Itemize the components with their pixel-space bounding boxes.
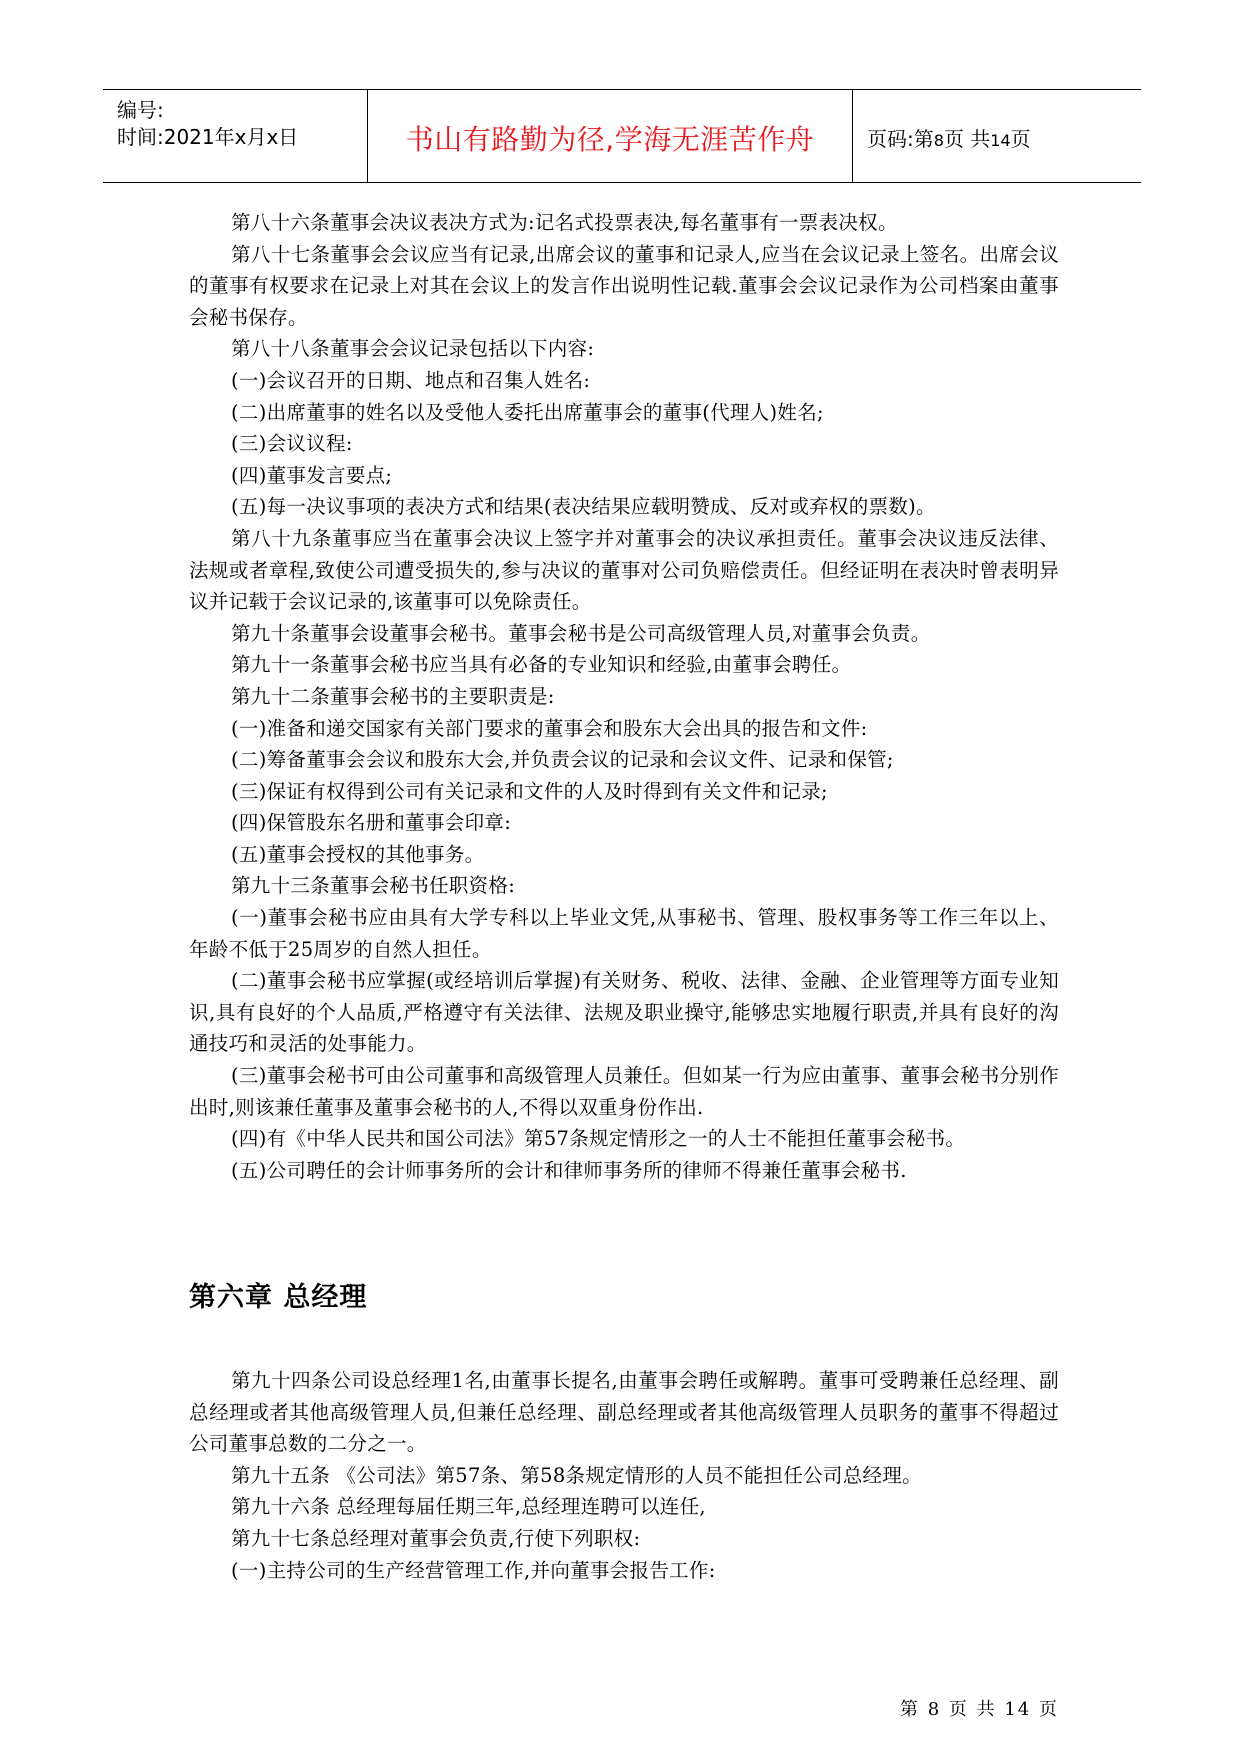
header-motto-cell (368, 90, 853, 182)
paragraph: (四)董事发言要点; (231, 463, 393, 487)
page-header (103, 89, 1141, 183)
paragraph: (二)筹备董事会会议和股东大会,并负责会议的记录和会议文件、记录和保管; (231, 748, 894, 772)
paragraph: 第九十六条 总经理每届任期三年,总经理连聘可以连任, (231, 1495, 706, 1519)
paragraph: (三)董事会秘书可由公司董事和高级管理人员兼任。但如某一行为应由董事、董事会秘书分别作出时,则该兼任董事及董事会秘书的人,不得以双重身份作出. (189, 1064, 1059, 1119)
document-number-label: 编号: (117, 98, 164, 122)
paragraph: 第九十条董事会设董事会秘书。董事会秘书是公司高级管理人员,对董事会负责。 (231, 621, 931, 645)
paragraph: 第八十九条董事应当在董事会决议上签字并对董事会的决议承担责任。董事会决议违反法律、法规或者章程,致使公司遭受损失的,参与决议的董事对公司负赔偿责任。但经证明在表决时曾表明异议并记载于会议记录的,该董事可以免除责任。 (189, 526, 1059, 614)
header-page-number (867, 123, 1031, 152)
header-motto: 书山有路勤为径,学海无涯苦作舟 (405, 123, 815, 156)
paragraph: 第八十七条董事会会议应当有记录,出席会议的董事和记录人,应当在会议记录上签名。出席会议的董事有权要求在记录上对其在会议上的发言作出说明性记载.董事会会议记录作为公司档案由董事会秘书保存。 (189, 242, 1059, 329)
paragraph: (五)公司聘任的会计师事务所的会计和律师事务所的律师不得兼任董事会秘书. (231, 1158, 907, 1182)
paragraph: 第九十五条 《公司法》第57条、第58条规定情形的人员不能担任公司总经理。 (231, 1463, 922, 1487)
paragraph: 第九十四条公司设总经理1名,由董事长提名,由董事会聘任或解聘。董事可受聘兼任总经理、副总经理或者其他高级管理人员,但兼任总经理、副总经理或者其他高级管理人员职务的董事不得超过公司董事总数的二分之一。 (189, 1369, 1059, 1456)
paragraph: 第九十三条董事会秘书任职资格: (231, 874, 516, 898)
paragraph: 第九十二条董事会秘书的主要职责是: (231, 684, 555, 708)
paragraph: 第九十一条董事会秘书应当具有必备的专业知识和经验,由董事会聘任。 (231, 653, 852, 677)
paragraph: (五)董事会授权的其他事务。 (231, 842, 485, 866)
page-label-prefix: 页码:第 (867, 127, 934, 151)
paragraph: (一)会议召开的日期、地点和召集人姓名: (231, 368, 591, 392)
paragraph: (二)董事会秘书应掌握(或经培训后掌握)有关财务、税收、法律、金融、企业管理等方面专业知识,具有良好的个人品质,严格遵守有关法律、法规及职业操守,能够忠实地履行职责,并具有良好的沟通技巧和灵活的处事能力。 (189, 969, 1059, 1056)
chapter-heading: 第六章 总经理 (189, 1282, 368, 1313)
paragraph: (一)主持公司的生产经营管理工作,并向董事会报告工作: (231, 1558, 716, 1582)
paragraph: (四)保管股东名册和董事会印章: (231, 811, 512, 835)
paragraph: (三)会议议程: (231, 432, 353, 456)
paragraph: (一)董事会秘书应由具有大学专科以上毕业文凭,从事秘书、管理、股权事务等工作三年以上、年龄不低于25周岁的自然人担任。 (189, 906, 1059, 961)
paragraph: (五)每一决议事项的表决方式和结果(表决结果应载明赞成、反对或弃权的票数)。 (231, 495, 936, 519)
document-body (189, 207, 1059, 1186)
paragraph: (二)出席董事的姓名以及受他人委托出席董事会的董事(代理人)姓名; (231, 400, 824, 424)
document-body-chapter-six (189, 1365, 1059, 1586)
header-meta-cell (103, 90, 368, 182)
paragraph: 第八十六条董事会决议表决方式为:记名式投票表决,每名董事有一票表决权。 (231, 211, 898, 234)
paragraph: (一)准备和递交国家有关部门要求的董事会和股东大会出具的报告和文件: (231, 716, 868, 740)
page-label-mid: 页 共 (943, 127, 991, 151)
paragraph: (三)保证有权得到公司有关记录和文件的人及时得到有关文件和记录; (231, 779, 828, 803)
page-label-suffix: 页 (1010, 127, 1031, 151)
header-page-cell (853, 90, 1141, 182)
paragraph: 第八十八条董事会会议记录包括以下内容: (231, 337, 595, 361)
page-footer: 第 8 页 共 14 页 (900, 1699, 1059, 1720)
page-current: 8 (933, 131, 944, 150)
paragraph: 第九十七条总经理对董事会负责,行使下列职权: (231, 1526, 641, 1550)
document-time-label: 时间:2021年x月x日 (117, 125, 299, 149)
page-total: 14 (990, 131, 1011, 150)
paragraph: (四)有《中华人民共和国公司法》第57条规定情形之一的人士不能担任董事会秘书。 (231, 1127, 966, 1151)
